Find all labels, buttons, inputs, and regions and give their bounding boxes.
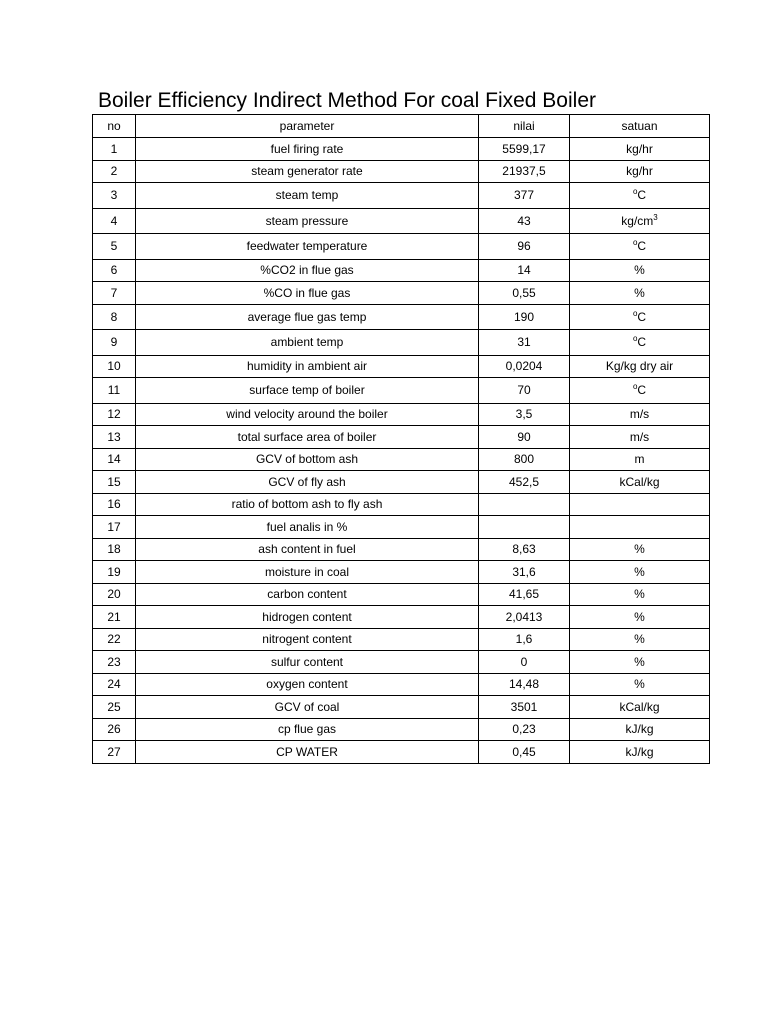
cell-no: 3	[93, 183, 136, 209]
cell-parameter: CP WATER	[136, 741, 479, 764]
table-header-row	[93, 115, 710, 138]
cell-no: 15	[93, 471, 136, 494]
table-row	[93, 471, 710, 494]
cell-parameter: average flue gas temp	[136, 304, 479, 330]
cell-no: 5	[93, 234, 136, 260]
cell-parameter: %CO in flue gas	[136, 282, 479, 305]
cell-satuan	[570, 330, 710, 356]
unit-superscript: o	[632, 334, 638, 344]
cell-no: 25	[93, 696, 136, 719]
cell-parameter: humidity in ambient air	[136, 355, 479, 378]
header-satuan: satuan	[570, 115, 710, 138]
table-body	[93, 138, 710, 764]
table-row	[93, 561, 710, 584]
table-row	[93, 741, 710, 764]
unit-superscript: o	[632, 187, 638, 197]
cell-parameter: wind velocity around the boiler	[136, 403, 479, 426]
unit-text: C	[637, 383, 647, 398]
cell-satuan	[570, 516, 710, 539]
cell-satuan	[570, 304, 710, 330]
cell-no: 26	[93, 718, 136, 741]
cell-satuan	[570, 183, 710, 209]
cell-nilai: 0,23	[479, 718, 570, 741]
header-parameter: parameter	[136, 115, 479, 138]
cell-no: 7	[93, 282, 136, 305]
cell-satuan	[570, 208, 710, 234]
cell-no: 20	[93, 583, 136, 606]
cell-nilai: 377	[479, 183, 570, 209]
cell-parameter: fuel analis in %	[136, 516, 479, 539]
cell-satuan: kCal/kg	[570, 471, 710, 494]
cell-satuan: %	[570, 583, 710, 606]
cell-nilai: 90	[479, 426, 570, 449]
table-row	[93, 516, 710, 539]
cell-no: 8	[93, 304, 136, 330]
unit-text: kg/cm	[621, 213, 654, 228]
table-row	[93, 538, 710, 561]
cell-satuan: %	[570, 561, 710, 584]
cell-no: 12	[93, 403, 136, 426]
cell-no: 21	[93, 606, 136, 629]
cell-no: 16	[93, 493, 136, 516]
cell-nilai: 43	[479, 208, 570, 234]
cell-nilai: 5599,17	[479, 138, 570, 161]
table-row	[93, 234, 710, 260]
table-row	[93, 378, 710, 404]
table-row	[93, 606, 710, 629]
unit-text: C	[637, 309, 647, 324]
cell-satuan: kg/hr	[570, 138, 710, 161]
cell-nilai: 31,6	[479, 561, 570, 584]
cell-parameter: oxygen content	[136, 673, 479, 696]
cell-no: 18	[93, 538, 136, 561]
cell-no: 23	[93, 651, 136, 674]
cell-satuan	[570, 234, 710, 260]
cell-no: 24	[93, 673, 136, 696]
unit-text: C	[637, 239, 647, 254]
table-row	[93, 138, 710, 161]
table-row	[93, 493, 710, 516]
cell-nilai: 2,0413	[479, 606, 570, 629]
cell-nilai: 3,5	[479, 403, 570, 426]
cell-parameter: carbon content	[136, 583, 479, 606]
table-row	[93, 304, 710, 330]
cell-nilai: 3501	[479, 696, 570, 719]
cell-satuan	[570, 378, 710, 404]
cell-nilai: 0	[479, 651, 570, 674]
cell-satuan: %	[570, 673, 710, 696]
cell-parameter: feedwater temperature	[136, 234, 479, 260]
table-row	[93, 259, 710, 282]
table-row	[93, 282, 710, 305]
cell-satuan: m/s	[570, 403, 710, 426]
cell-satuan	[570, 493, 710, 516]
cell-nilai: 800	[479, 448, 570, 471]
cell-no: 13	[93, 426, 136, 449]
cell-parameter: cp flue gas	[136, 718, 479, 741]
cell-nilai: 14	[479, 259, 570, 282]
unit-superscript: 3	[653, 212, 658, 222]
cell-no: 22	[93, 628, 136, 651]
cell-nilai: 70	[479, 378, 570, 404]
cell-parameter: ratio of bottom ash to fly ash	[136, 493, 479, 516]
cell-parameter: surface temp of boiler	[136, 378, 479, 404]
cell-nilai: 0,0204	[479, 355, 570, 378]
table-row	[93, 673, 710, 696]
cell-no: 10	[93, 355, 136, 378]
page-title: Boiler Efficiency Indirect Method For coal Fixed Boiler	[98, 89, 596, 112]
table-row	[93, 183, 710, 209]
cell-no: 2	[93, 160, 136, 183]
cell-no: 19	[93, 561, 136, 584]
cell-satuan: Kg/kg dry air	[570, 355, 710, 378]
cell-parameter: steam pressure	[136, 208, 479, 234]
unit-superscript: o	[632, 308, 638, 318]
header-nilai: nilai	[479, 115, 570, 138]
table-row	[93, 330, 710, 356]
boiler-parameters-table	[92, 114, 710, 764]
cell-satuan: %	[570, 651, 710, 674]
table-row	[93, 696, 710, 719]
cell-satuan: kCal/kg	[570, 696, 710, 719]
table-row	[93, 208, 710, 234]
cell-satuan: kJ/kg	[570, 718, 710, 741]
cell-parameter: nitrogent content	[136, 628, 479, 651]
table-row	[93, 355, 710, 378]
cell-satuan: %	[570, 538, 710, 561]
cell-no: 9	[93, 330, 136, 356]
table-row	[93, 628, 710, 651]
cell-nilai	[479, 516, 570, 539]
table-row	[93, 448, 710, 471]
cell-parameter: GCV of fly ash	[136, 471, 479, 494]
cell-no: 1	[93, 138, 136, 161]
cell-parameter: total surface area of boiler	[136, 426, 479, 449]
cell-parameter: %CO2 in flue gas	[136, 259, 479, 282]
cell-parameter: steam temp	[136, 183, 479, 209]
cell-parameter: ash content in fuel	[136, 538, 479, 561]
cell-no: 14	[93, 448, 136, 471]
cell-nilai: 8,63	[479, 538, 570, 561]
table-row	[93, 651, 710, 674]
cell-nilai: 0,45	[479, 741, 570, 764]
cell-satuan: %	[570, 259, 710, 282]
cell-nilai: 31	[479, 330, 570, 356]
cell-nilai: 0,55	[479, 282, 570, 305]
cell-nilai: 96	[479, 234, 570, 260]
table-row	[93, 718, 710, 741]
table-row	[93, 583, 710, 606]
unit-superscript: o	[632, 238, 638, 248]
cell-satuan: kg/hr	[570, 160, 710, 183]
cell-nilai: 41,65	[479, 583, 570, 606]
cell-nilai: 21937,5	[479, 160, 570, 183]
unit-text: C	[637, 335, 647, 350]
cell-parameter: ambient temp	[136, 330, 479, 356]
cell-no: 27	[93, 741, 136, 764]
cell-satuan: %	[570, 628, 710, 651]
table-row	[93, 160, 710, 183]
table-row	[93, 403, 710, 426]
cell-nilai	[479, 493, 570, 516]
cell-parameter: hidrogen content	[136, 606, 479, 629]
cell-nilai: 1,6	[479, 628, 570, 651]
cell-satuan: kJ/kg	[570, 741, 710, 764]
cell-parameter: sulfur content	[136, 651, 479, 674]
cell-no: 4	[93, 208, 136, 234]
cell-nilai: 14,48	[479, 673, 570, 696]
cell-parameter: moisture in coal	[136, 561, 479, 584]
cell-satuan: m	[570, 448, 710, 471]
cell-no: 11	[93, 378, 136, 404]
table-row	[93, 426, 710, 449]
header-no: no	[93, 115, 136, 138]
cell-satuan: %	[570, 606, 710, 629]
cell-satuan: m/s	[570, 426, 710, 449]
cell-nilai: 190	[479, 304, 570, 330]
cell-parameter: GCV of bottom ash	[136, 448, 479, 471]
cell-parameter: GCV of coal	[136, 696, 479, 719]
unit-text: C	[637, 188, 647, 203]
cell-nilai: 452,5	[479, 471, 570, 494]
unit-superscript: o	[632, 382, 638, 392]
cell-no: 17	[93, 516, 136, 539]
cell-parameter: steam generator rate	[136, 160, 479, 183]
cell-no: 6	[93, 259, 136, 282]
cell-satuan: %	[570, 282, 710, 305]
cell-parameter: fuel firing rate	[136, 138, 479, 161]
